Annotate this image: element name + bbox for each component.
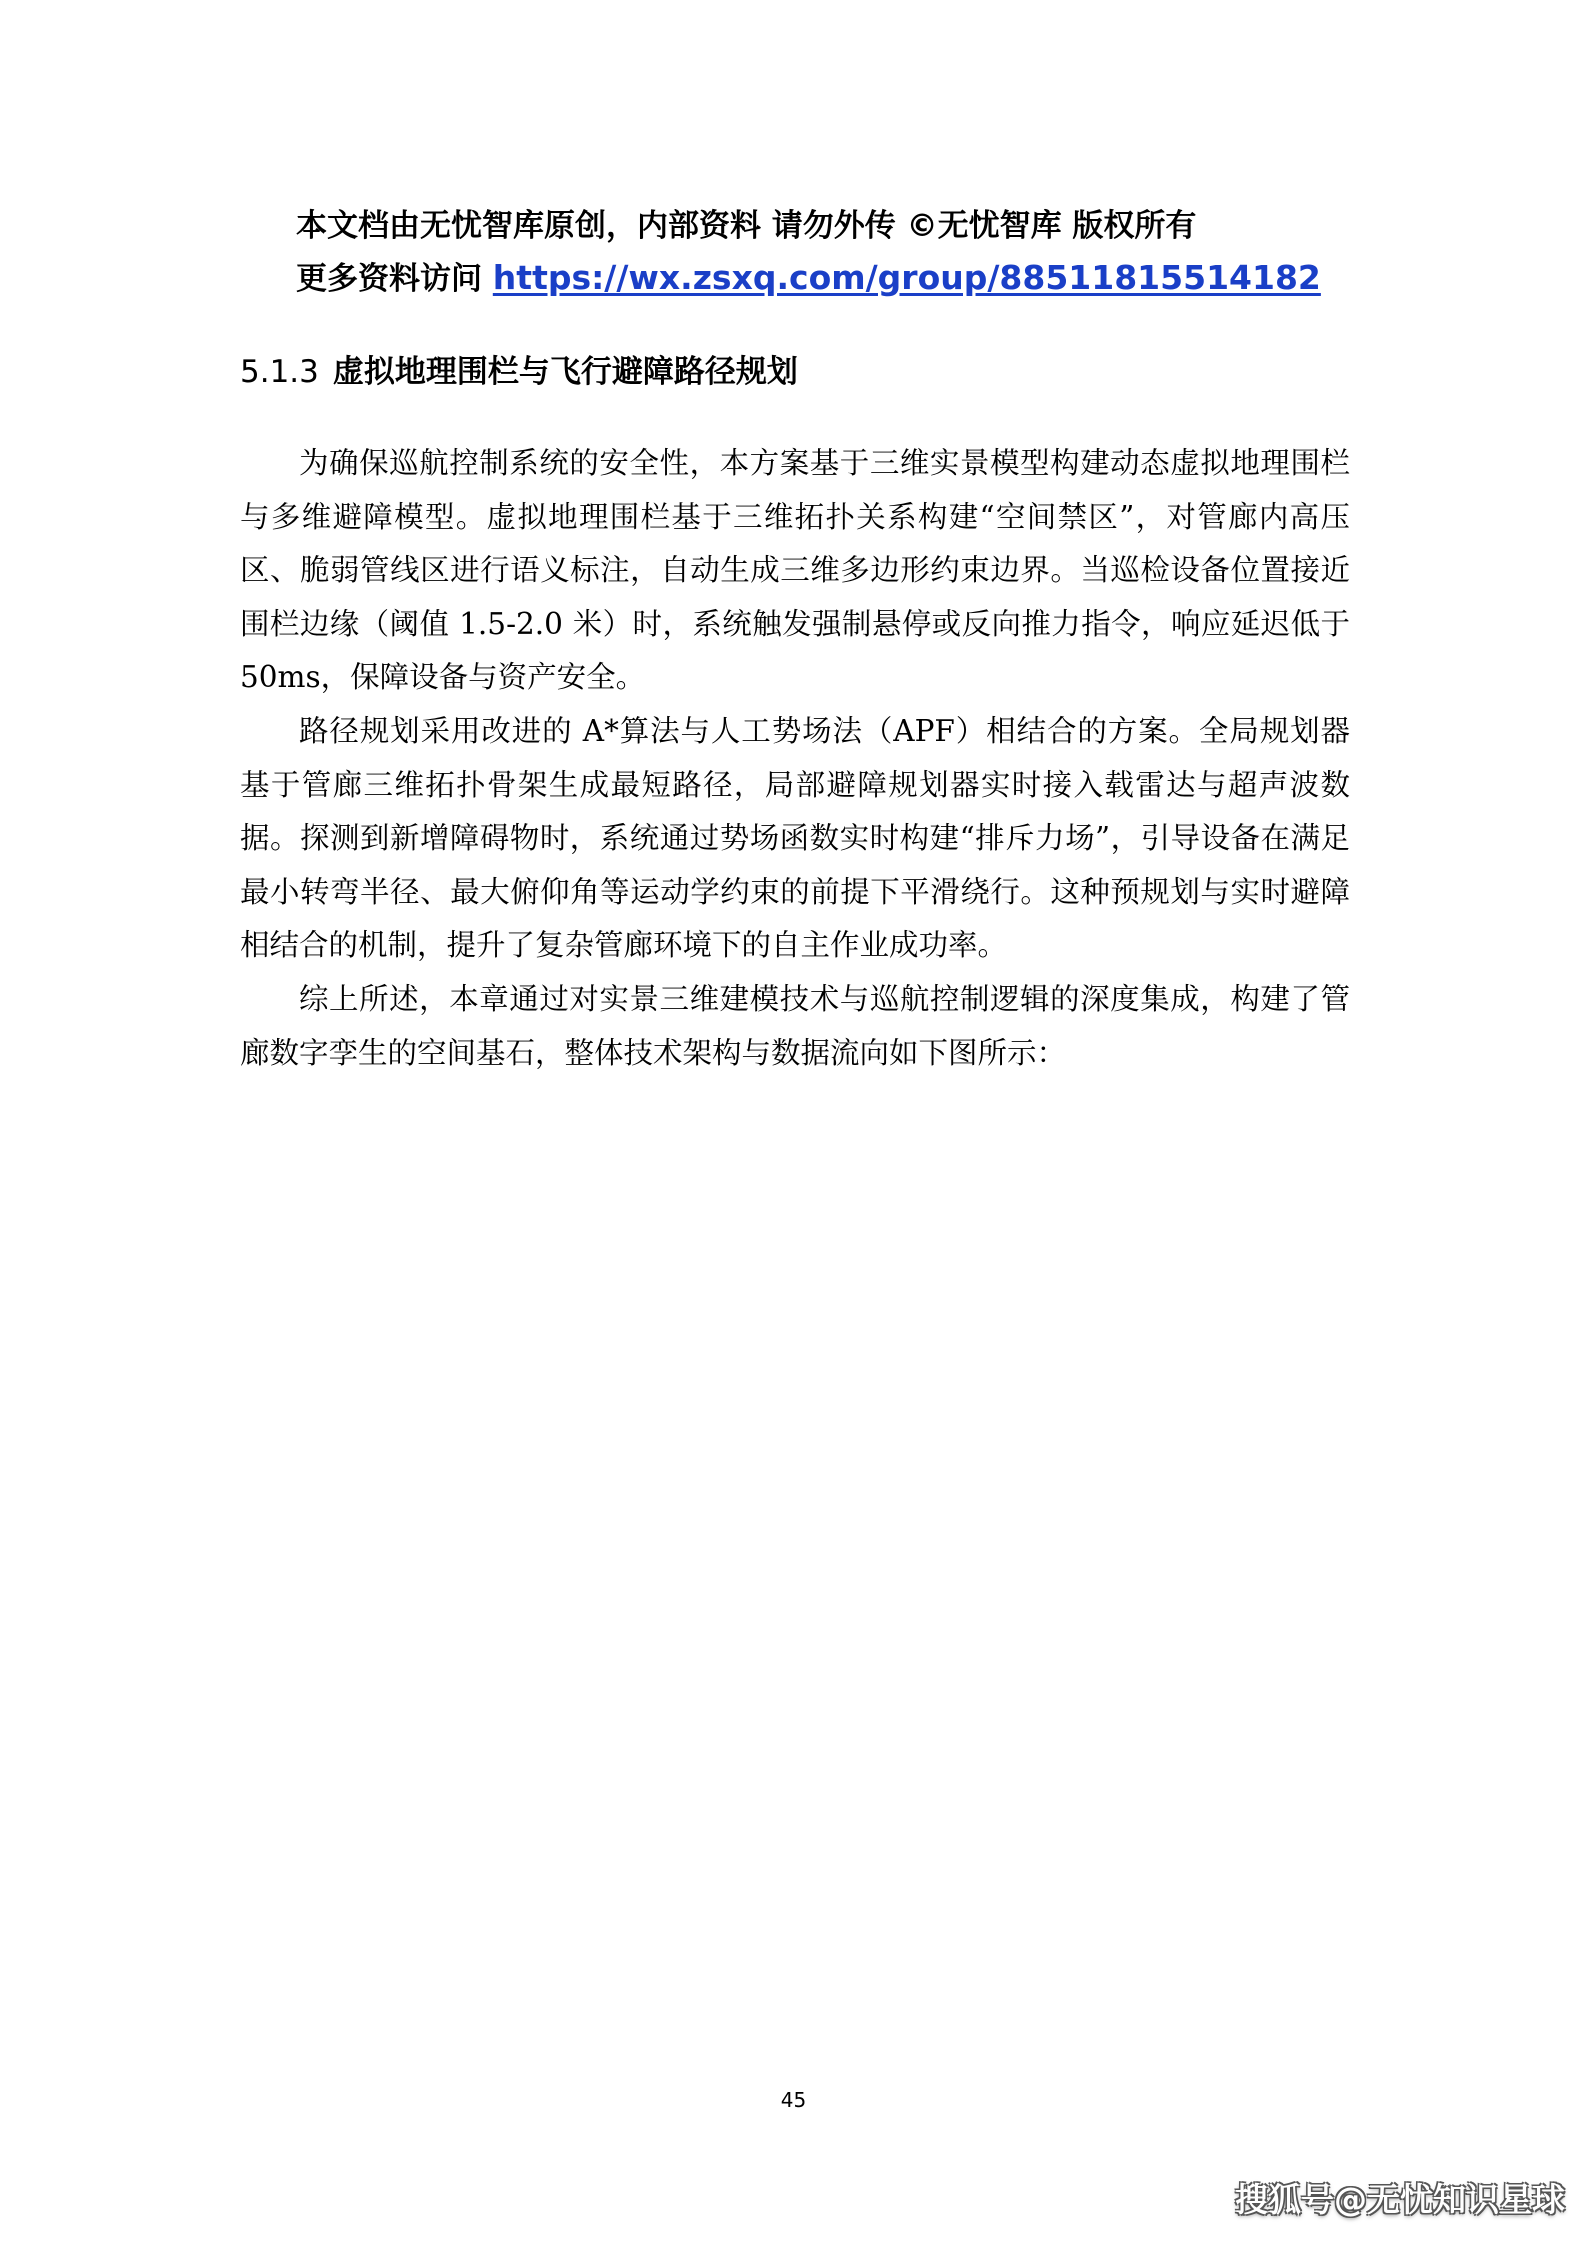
paragraph: 综上所述，本章通过对实景三维建模技术与巡航控制逻辑的深度集成，构建了管廊数字孪生的空间基石，整体技术架构与数据流向如下图所示：	[240, 981, 1350, 1070]
resource-link-line	[296, 252, 1396, 304]
section-number: 5.1.3	[240, 354, 319, 390]
page-number: 45	[780, 2088, 807, 2112]
watermark: 搜狐号@无忧知识星球	[1235, 2180, 1565, 2219]
resource-link-prefix: 更多资料访问	[296, 261, 493, 297]
copyright-line: 本文档由无忧智库原创，内部资料 请勿外传 ©无忧智库 版权所有	[296, 208, 1197, 244]
paragraph: 路径规划采用改进的 A*算法与人工势场法（APF）相结合的方案。全局规划器基于管廊三维拓扑骨架生成最短路径，局部避障规划器实时接入载雷达与超声波数据。探测到新增障碍物时，系统通过势场函数实时构建“排斥力场”，引导设备在满足最小转弯半径、最大俯仰角等运动学约束的前提下平滑绕行。这种预规划与实时避障相结合的机制，提升了复杂管廊环境下的自主作业成功率。	[240, 713, 1350, 963]
copyright-notice	[296, 200, 1396, 304]
resource-link[interactable]: https://wx.zsxq.com/group/88511815514182	[492, 258, 1321, 297]
body-text	[240, 437, 1350, 1080]
section-heading	[240, 348, 798, 396]
section-title: 虚拟地理围栏与飞行避障路径规划	[332, 354, 798, 390]
paragraph: 为确保巡航控制系统的安全性，本方案基于三维实景模型构建动态虚拟地理围栏与多维避障模型。虚拟地理围栏基于三维拓扑关系构建“空间禁区”，对管廊内高压区、脆弱管线区进行语义标注，自动生成三维多边形约束边界。当巡检设备位置接近围栏边缘（阈值 1.5-2.0 米）时，系统触发强制悬停或反向推力指令，响应延迟低于 50ms，保障设备与资产安全。	[240, 446, 1350, 695]
